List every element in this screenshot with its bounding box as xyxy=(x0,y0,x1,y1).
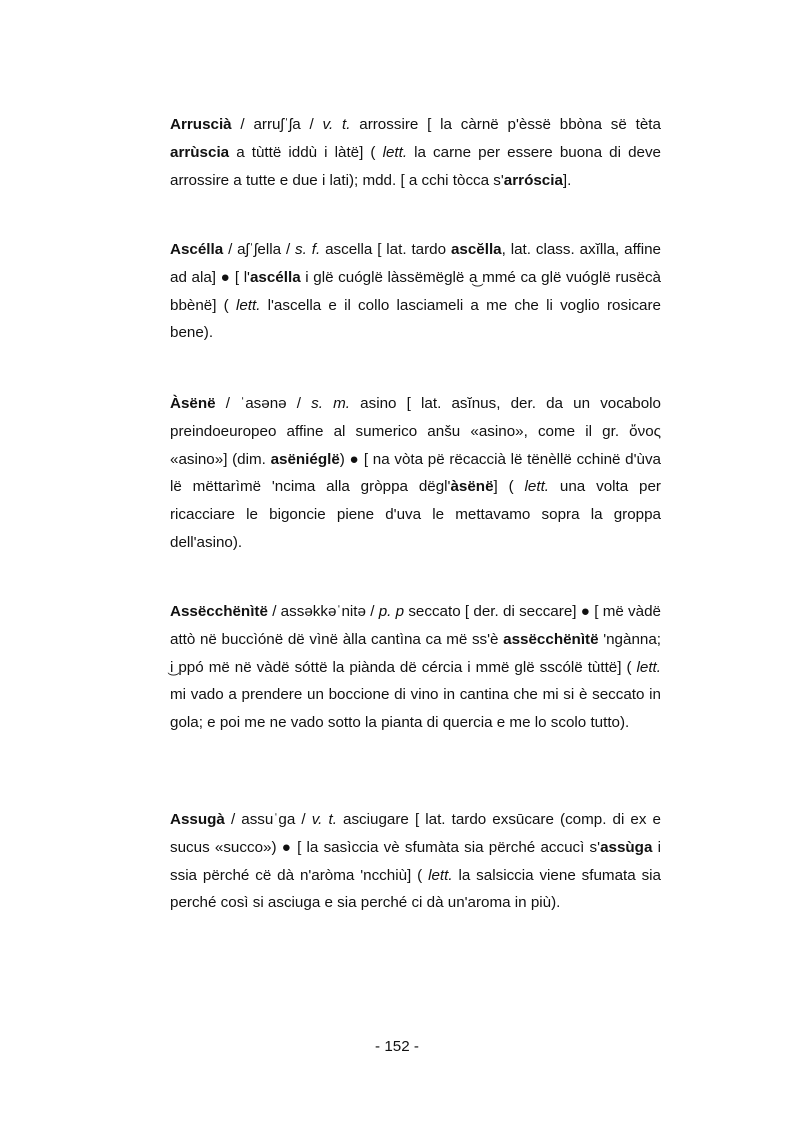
entry-text: arrossire [ la càrnë p'èssë bbòna së tèta xyxy=(350,116,661,133)
bold-term: assëcchënìtë xyxy=(503,630,599,648)
entry-text: ] ( xyxy=(493,478,525,496)
headword: Arruscià xyxy=(170,116,232,133)
italic-label: lett. xyxy=(428,866,453,884)
entry-text: la salsiccia viene sfumata sia perché così si asciuga e sia perché ci dà un'aroma in più). xyxy=(170,866,661,912)
italic-label: lett. xyxy=(636,658,661,676)
entry-text: i ssia përché cë dà n'aròma 'ncchiù] ( xyxy=(170,838,661,884)
entry-text: 'ngànna; i͜ ppó më në vàdë sóttë la piànda dë cércia i mmë glë sscólë tùttë] ( xyxy=(170,630,661,676)
bold-term: arróscia xyxy=(503,171,563,189)
entry-asseccare xyxy=(170,598,661,737)
entry-text: / ˈasənə / xyxy=(215,395,312,412)
entry-asciugare xyxy=(170,806,661,917)
entry-text: / assuˈga / xyxy=(224,811,312,828)
italic-label: v. t. xyxy=(322,116,351,133)
bold-term: asëniéglë xyxy=(270,450,340,468)
italic-label: s. f. xyxy=(295,241,321,258)
headword: Assëcchënìtë xyxy=(170,603,268,620)
entry-text: / aʃˈʃella / xyxy=(223,241,296,258)
entry-text: l'ascella e il collo lasciameli a me che li voglio rosicare bene). xyxy=(170,296,661,342)
bold-term: arrùscia xyxy=(170,143,230,161)
italic-label: p. p xyxy=(378,603,405,620)
entry-text: / assəkkəˈnitə / xyxy=(267,603,379,620)
entry-text: , lat. class. axĭlla, affine ad ala] ● [ l' xyxy=(170,241,661,286)
headword: Ascélla xyxy=(170,241,224,258)
bold-term: ascĕlla xyxy=(450,241,502,258)
bold-term: ascélla xyxy=(249,268,301,286)
entry-text: asciugare [ lat. tardo exsūcare (comp. di ex e sucus «succo») ● [ la sasìccia vè sfumàta sia përché accucì s' xyxy=(170,811,661,856)
entry-text: una volta per ricacciare le bigoncie piene d'uva le mettavamo sopra la groppa dell'asino). xyxy=(170,478,661,551)
entry-text: seccato [ der. di seccare] ● [ më vàdë attò në buccìónë dë vìnë àlla cantìna ca më ss'è xyxy=(170,603,661,648)
italic-label: v. t. xyxy=(311,811,337,828)
entry-text: mi vado a prendere un boccione di vino in cantina che mi si è seccato in gola; e poi me ne vado sotto la pianta di quercia e me lo scolo tutto). xyxy=(170,686,661,732)
bold-term: àsënë xyxy=(450,478,494,496)
entry-text: i glë cuóglë làssëmëglë a͜ mmé ca glë vuóglë rusëcà bbènë] ( xyxy=(170,268,661,314)
entry-text: ) ● [ na vòta pë rëcaccià lë tënèllë cchinë d'ùva lë mëttarìmë 'ncima alla gròppa dëgl' xyxy=(170,450,661,496)
page-number: - 152 - xyxy=(375,1038,419,1055)
italic-label: s. m. xyxy=(311,395,350,412)
entry-ascella xyxy=(170,236,661,347)
entry-text: ascella [ lat. tardo xyxy=(320,241,451,258)
italic-label: lett. xyxy=(382,143,408,161)
entry-asino xyxy=(170,390,661,557)
italic-label: lett. xyxy=(235,296,261,314)
bold-term: assùga xyxy=(600,838,653,856)
headword: Àsënë xyxy=(170,395,216,412)
italic-label: lett. xyxy=(524,478,550,496)
entry-text: asino [ lat. asĭnus, der. da un vocabolo preindoeuropeo affine al sumerico anšu «asino», come il gr. ὄνος «asino»] (dim. xyxy=(170,395,661,468)
entry-text: a tùttë iddù i làtë] ( xyxy=(229,143,383,161)
entry-text: la carne per essere buona di deve arrossire a tutte e due i lati); mdd. [ a cchi tòcca s' xyxy=(170,143,662,189)
headword: Assugà xyxy=(170,811,225,828)
entry-arrusciare xyxy=(170,111,661,194)
entry-text: ]. xyxy=(562,171,572,189)
entry-text: / arruʃˈʃa / xyxy=(231,116,323,133)
